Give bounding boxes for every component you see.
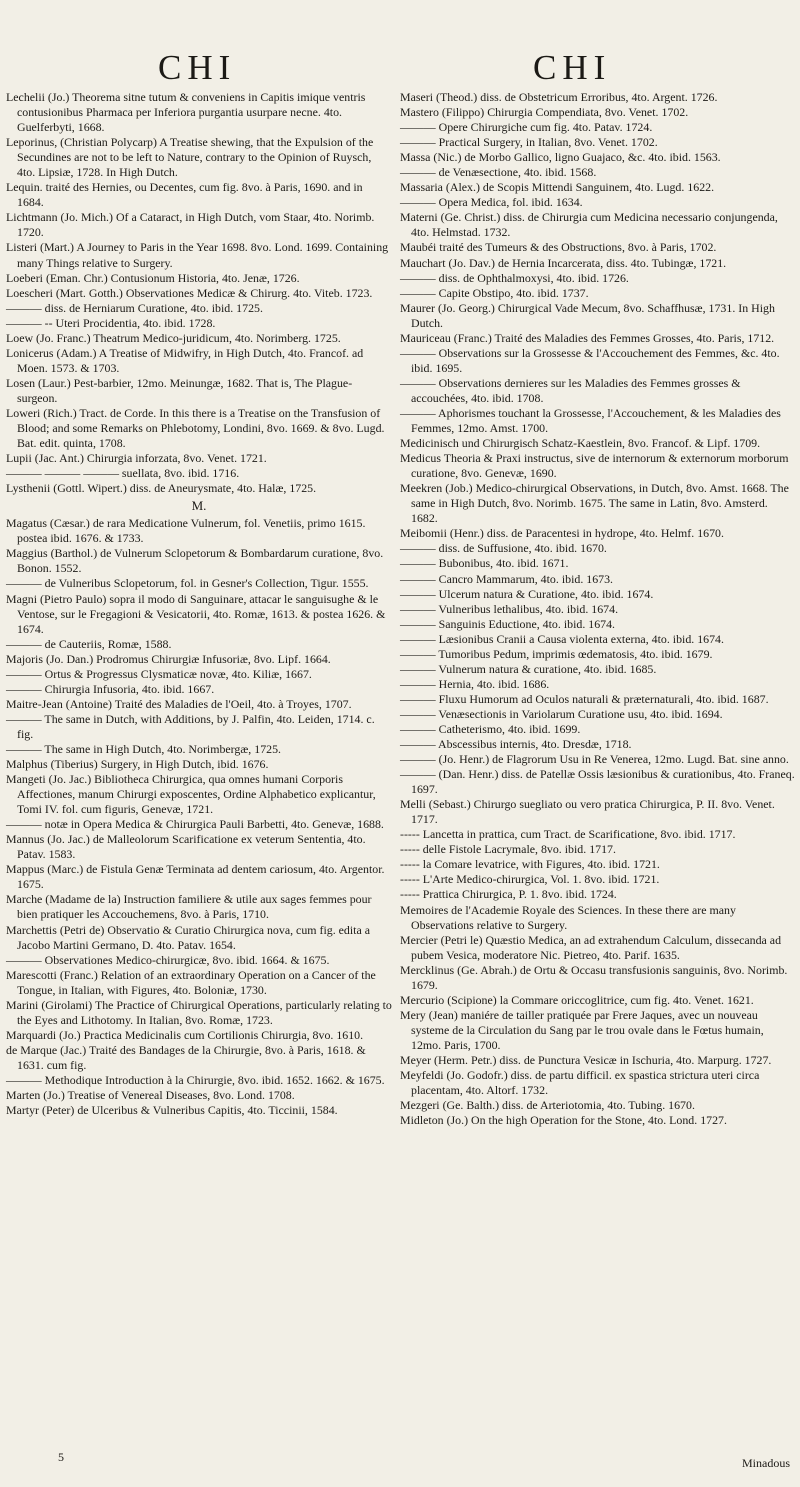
left-column xyxy=(6,90,392,1118)
bibliography-entry: Mauchart (Jo. Dav.) de Hernia Incarcerata, diss. 4to. Tubingæ, 1721. xyxy=(400,255,727,270)
bibliography-entry: ——— Sanguinis Eductione, 4to. ibid. 1674. xyxy=(400,616,616,631)
bibliography-entry: ----- L'Arte Medico-chirurgica, Vol. 1. 8vo. ibid. 1721. xyxy=(400,872,660,887)
catchword: Minadous xyxy=(742,1456,790,1470)
bibliography-entry: ——— (Dan. Henr.) diss. de Patellæ Ossis læsionibus & curationibus, 4to. Franeq. 1697. xyxy=(400,767,795,797)
bibliography-entry: Medicus Theoria & Praxi instructus, sive de internorum & externorum morborum curatione, 8vo. Genevæ, 1690. xyxy=(400,451,789,481)
bibliography-entry: ——— Abscessibus internis, 4to. Dresdæ, 1718. xyxy=(400,737,632,752)
bibliography-entry: ----- delle Fistole Lacrymale, 8vo. ibid. 1717. xyxy=(400,842,616,857)
bibliography-entry: Lequin. traité des Hernies, ou Decentes, cum fig. 8vo. à Paris, 1690. and in 1684. xyxy=(6,180,363,210)
bibliography-entry: Marini (Girolami) The Practice of Chirurgical Operations, particularly relating to the Eyes and Lithotomy. In Italian, 8vo. Romæ, 1723. xyxy=(6,997,392,1027)
bibliography-entry: Lechelii (Jo.) Theorema sitne tutum & conveniens in Capitis imique ventris contusionibus Pharmaca per Inferiora purgantia usurpare necne. 4to. Guelferbyti, 1668. xyxy=(6,90,366,135)
bibliography-entry: Mercier (Petri le) Quæstio Medica, an ad extrahendum Calculum, dissecanda ad pubem Vesica, moderatore Nic. Pietreo, 4to. Parif. 1635. xyxy=(400,932,782,962)
bibliography-entry: Loescheri (Mart. Gotth.) Observationes Medicæ & Chirurg. 4to. Viteb. 1723. xyxy=(6,285,373,300)
bibliography-entry: ——— ——— ——— suellata, 8vo. ibid. 1716. xyxy=(6,466,240,481)
running-head-left: CHI xyxy=(158,48,237,87)
bibliography-entry: ——— (Jo. Henr.) de Flagrorum Usu in Re Venerea, 12mo. Lugd. Bat. sine anno. xyxy=(400,752,789,767)
bibliography-entry: Massaria (Alex.) de Scopis Mittendi Sanguinem, 4to. Lugd. 1622. xyxy=(400,180,715,195)
entries-right xyxy=(400,90,796,1128)
bibliography-entry: Marten (Jo.) Treatise of Venereal Diseases, 8vo. Lond. 1708. xyxy=(6,1088,295,1103)
bibliography-entry: ——— Chirurgia Infusoria, 4to. ibid. 1667. xyxy=(6,681,215,696)
bibliography-entry: ——— de Venæsectione, 4to. ibid. 1568. xyxy=(400,165,597,180)
bibliography-entry: ——— -- Uteri Procidentia, 4to. ibid. 1728. xyxy=(6,315,216,330)
bibliography-entry: Malphus (Tiberius) Surgery, in High Dutch, ibid. 1676. xyxy=(6,757,269,772)
bibliography-entry: Mercklinus (Ge. Abrah.) de Ortu & Occasu transfusionis sanguinis, 8vo. Norimb. 1679. xyxy=(400,962,788,992)
bibliography-entry: ——— Practical Surgery, in Italian, 8vo. Venet. 1702. xyxy=(400,135,658,150)
bibliography-entry: ——— Tumoribus Pedum, imprimis œdematosis, 4to. ibid. 1679. xyxy=(400,646,713,661)
bibliography-entry: Mauriceau (Franc.) Traité des Maladies des Femmes Grosses, 4to. Paris, 1712. xyxy=(400,330,775,345)
bibliography-entry: Lysthenii (Gottl. Wipert.) diss. de Aneurysmate, 4to. Halæ, 1725. xyxy=(6,481,317,496)
right-column xyxy=(400,90,796,1128)
bibliography-entry: Loweri (Rich.) Tract. de Corde. In this there is a Treatise on the Transfusion of Blood; and some Remarks on Phlebotomy, Londini, 8vo. 1669. & 8vo. Lugd. Bat. edit. quinta, 1708. xyxy=(6,405,385,451)
entries-l xyxy=(6,90,392,496)
bibliography-entry: ——— diss. de Suffusione, 4to. ibid. 1670. xyxy=(400,541,607,556)
running-head-right: CHI xyxy=(533,48,612,87)
bibliography-entry: Midleton (Jo.) On the high Operation for the Stone, 4to. Lond. 1727. xyxy=(400,1113,727,1128)
bibliography-entry: Marchettis (Petri de) Observatio & Curatio Chirurgica nova, cum fig. edita a Jacobo Martini Germano, D. 4to. Patav. 1654. xyxy=(6,922,370,952)
bibliography-entry: Mercurio (Scipione) la Commare oriccoglitrice, cum fig. 4to. Venet. 1621. xyxy=(400,992,754,1007)
bibliography-entry: Lichtmann (Jo. Mich.) Of a Cataract, in High Dutch, vom Staar, 4to. Norimb. 1720. xyxy=(6,210,375,240)
bibliography-entry: ——— Observations sur la Grossesse & l'Accouchement des Femmes, &c. 4to. ibid. 1695. xyxy=(400,345,780,375)
bibliography-entry: Lupii (Jac. Ant.) Chirurgia inforzata, 8vo. Venet. 1721. xyxy=(6,451,267,466)
bibliography-entry: Melli (Sebast.) Chirurgo suegliato ou vero pratica Chirurgica, P. II. 8vo. Venet. 1717. xyxy=(400,797,775,827)
bibliography-entry: ——— Capite Obstipo, 4to. ibid. 1737. xyxy=(400,285,589,300)
bibliography-entry: ——— diss. de Herniarum Curatione, 4to. ibid. 1725. xyxy=(6,300,263,315)
bibliography-entry: ——— Venæsectionis in Variolarum Curatione usu, 4to. ibid. 1694. xyxy=(400,706,723,721)
bibliography-entry: Memoires de l'Academie Royale des Sciences. In these there are many Observations relative to Surgery. xyxy=(400,902,736,932)
bibliography-entry: Marescotti (Franc.) Relation of an extraordinary Operation on a Cancer of the Tongue, in Italian, with Figures, 4to. Boloniæ, 1730. xyxy=(6,967,376,997)
bibliography-entry: ——— de Cauteriis, Romæ, 1588. xyxy=(6,636,172,651)
bibliography-entry: ——— notæ in Opera Medica & Chirurgica Pauli Barbetti, 4to. Genevæ, 1688. xyxy=(6,817,384,832)
bibliography-entry: ----- Lancetta in prattica, cum Tract. de Scarificatione, 8vo. ibid. 1717. xyxy=(400,827,736,842)
bibliography-entry: ——— diss. de Ophthalmoxysi, 4to. ibid. 1726. xyxy=(400,270,629,285)
bibliography-entry: Mangeti (Jo. Jac.) Bibliotheca Chirurgica, qua omnes humani Corporis Affectiones, manum Chirurgi exposcentes, Ordine Alphabetico explicantur, Tomi IV. fol. cum figuris, Genevæ, 1721. xyxy=(6,772,376,817)
bibliography-entry: ——— The same in Dutch, with Additions, by J. Palfin, 4to. Leiden, 1714. c. fig. xyxy=(6,711,375,741)
bibliography-entry: Mannus (Jo. Jac.) de Malleolorum Scarificatione ex veterum Sententia, 4to. Patav. 1583. xyxy=(6,832,366,862)
bibliography-entry: ——— Ortus & Progressus Clysmaticæ novæ, 4to. Kiliæ, 1667. xyxy=(6,666,312,681)
bibliography-entry: ——— Methodique Introduction à la Chirurgie, 8vo. ibid. 1652. 1662. & 1675. xyxy=(6,1073,385,1087)
bibliography-entry: Materni (Ge. Christ.) diss. de Chirurgia cum Medicina necessario conjungenda, 4to. Helmstad. 1732. xyxy=(400,210,778,240)
page-number: 5 xyxy=(58,1450,64,1464)
bibliography-entry: Mastero (Filippo) Chirurgia Compendiata, 8vo. Venet. 1702. xyxy=(400,105,689,120)
bibliography-entry: Meyer (Herm. Petr.) diss. de Punctura Vesicæ in Ischuria, 4to. Marpurg. 1727. xyxy=(400,1053,772,1067)
bibliography-entry: Loew (Jo. Franc.) Theatrum Medico-juridicum, 4to. Norimberg. 1725. xyxy=(6,330,341,345)
bibliography-entry: Mezgeri (Ge. Balth.) diss. de Arteriotomia, 4to. Tubing. 1670. xyxy=(400,1098,695,1113)
bibliography-entry: Mery (Jean) maniére de tailler pratiquée par Frere Jaques, avec un nouveau systeme de la Circulation du Sang par le trou ovale dans le Fœtus humain, 12mo. Paris, 1700. xyxy=(400,1007,764,1052)
bibliography-entry: Losen (Laur.) Pest-barbier, 12mo. Meinungæ, 1682. That is, The Plague-surgeon. xyxy=(6,375,353,405)
bibliography-entry: ——— Observations dernieres sur les Maladies des Femmes grosses & accouchées, 4to. ibid. 1708. xyxy=(400,375,741,405)
entries-m xyxy=(6,516,392,1118)
bibliography-entry: Loeberi (Eman. Chr.) Contusionum Historia, 4to. Jenæ, 1726. xyxy=(6,270,300,285)
bibliography-entry: ——— Opera Medica, fol. ibid. 1634. xyxy=(400,195,583,210)
bibliography-entry: ——— de Vulneribus Sclopetorum, fol. in Gesner's Collection, Tigur. 1555. xyxy=(6,576,369,591)
bibliography-entry: ——— Hernia, 4to. ibid. 1686. xyxy=(400,676,550,691)
bibliography-entry: Magni (Pietro Paulo) sopra il modo di Sanguinare, attacar le sanguisughe & le Ventose, sur le Fregagioni & Vesicatorii, 4to. Romæ, 1613. & postea 1626. & 1674. xyxy=(6,591,386,636)
bibliography-entry: Massa (Nic.) de Morbo Gallico, ligno Guajaco, &c. 4to. ibid. 1563. xyxy=(400,150,721,165)
bibliography-entry: ----- la Comare levatrice, with Figures, 4to. ibid. 1721. xyxy=(400,857,660,872)
bibliography-entry: Lonicerus (Adam.) A Treatise of Midwifry, in High Dutch, 4to. Francof. ad Moen. 1573. & 1703. xyxy=(6,345,364,375)
bibliography-entry: ----- Prattica Chirurgica, P. 1. 8vo. ibid. 1724. xyxy=(400,887,617,902)
bibliography-entry: Meekren (Job.) Medico-chirurgical Observations, in Dutch, 8vo. Amst. 1668. The same in High Dutch, 8vo. Norimb. 1675. The same in Latin, 8vo. Amsterd. 1682. xyxy=(400,481,789,526)
bibliography-entry: Leporinus, (Christian Polycarp) A Treatise shewing, that the Expulsion of the Secundines are not to be left to Nature, contrary to the Opinion of Ruysch, 4to. Lipsiæ, 1728. In High Dutch. xyxy=(6,135,374,180)
bibliography-entry: ——— Cancro Mammarum, 4to. ibid. 1673. xyxy=(400,571,614,586)
bibliography-entry: ——— Aphorismes touchant la Grossesse, l'Accouchement, & les Maladies des Femmes, 12mo. Amst. 1700. xyxy=(400,405,781,436)
bibliography-entry: ——— Bubonibus, 4to. ibid. 1671. xyxy=(400,556,569,571)
bibliography-entry: Maubéi traité des Tumeurs & des Obstructions, 8vo. à Paris, 1702. xyxy=(400,240,717,255)
bibliography-entry: Majoris (Jo. Dan.) Prodromus Chirurgiæ Infusoriæ, 8vo. Lipf. 1664. xyxy=(6,651,331,666)
bibliography-entry: ——— Vulnerum natura & curatione, 4to. ibid. 1685. xyxy=(400,661,657,676)
bibliography-entry: Martyr (Peter) de Ulceribus & Vulneribus Capitis, 4to. Ticcinii, 1584. xyxy=(6,1103,338,1118)
bibliography-entry: Listeri (Mart.) A Journey to Paris in the Year 1698. 8vo. Lond. 1699. Containing many Things relative to Surgery. xyxy=(6,240,389,270)
bibliography-entry: Meyfeldi (Jo. Godofr.) diss. de partu difficil. ex spastica strictura uteri circa placentam, 4to. Altorf. 1732. xyxy=(400,1068,760,1098)
section-heading-m: M. xyxy=(191,498,207,514)
bibliography-entry: Marche (Madame de la) Instruction familiere & utile aux sages femmes pour bien pratiquer les Accouchemens, 8vo. à Paris, 1710. xyxy=(6,892,372,922)
bibliography-entry: Maurer (Jo. Georg.) Chirurgical Vade Mecum, 8vo. Schaffhusæ, 1731. In High Dutch. xyxy=(400,300,775,330)
bibliography-entry: Medicinisch und Chirurgisch Schatz-Kaestlein, 8vo. Francof. & Lipf. 1709. xyxy=(400,436,761,451)
bibliography-entry: Marquardi (Jo.) Practica Medicinalis cum Cortilionis Chirurgia, 8vo. 1610. xyxy=(6,1027,364,1042)
bibliography-entry: ——— Catheterismo, 4to. ibid. 1699. xyxy=(400,721,581,736)
bibliography-entry: ——— Observationes Medico-chirurgicæ, 8vo. ibid. 1664. & 1675. xyxy=(6,952,330,967)
bibliography-entry: ——— Ulcerum natura & Curatione, 4to. ibid. 1674. xyxy=(400,586,654,601)
bibliography-entry: ——— Fluxu Humorum ad Oculos naturali & præternaturali, 4to. ibid. 1687. xyxy=(400,691,769,706)
bibliography-entry: de Marque (Jac.) Traité des Bandages de la Chirurgie, 8vo. à Paris, 1618. & 1631. cum fig. xyxy=(6,1042,366,1072)
bibliography-entry: Maitre-Jean (Antoine) Traité des Maladies de l'Oeil, 4to. à Troyes, 1707. xyxy=(6,696,352,711)
bibliography-entry: ——— Opere Chirurgiche cum fig. 4to. Patav. 1724. xyxy=(400,120,653,135)
bibliography-entry: Maggius (Barthol.) de Vulnerum Sclopetorum & Bombardarum curatione, 8vo. Bonon. 1552. xyxy=(6,546,384,576)
bibliography-entry: Maseri (Theod.) diss. de Obstetricum Erroribus, 4to. Argent. 1726. xyxy=(400,90,718,104)
bibliography-entry: Mappus (Marc.) de Fistula Genæ Terminata ad dentem cariosum, 4to. Argentor. 1675. xyxy=(6,862,385,892)
bibliography-entry: ——— Læsionibus Cranii a Causa violenta externa, 4to. ibid. 1674. xyxy=(400,631,724,646)
bibliography-entry: Magatus (Cæsar.) de rara Medicatione Vulnerum, fol. Venetiis, primo 1615. postea ibid. 1676. & 1733. xyxy=(6,516,366,546)
bibliography-entry: Meibomii (Henr.) diss. de Paracentesi in hydrope, 4to. Helmf. 1670. xyxy=(400,526,724,541)
bibliography-entry: ——— The same in High Dutch, 4to. Norimbergæ, 1725. xyxy=(6,741,281,756)
bibliography-entry: ——— Vulneribus lethalibus, 4to. ibid. 1674. xyxy=(400,601,619,616)
